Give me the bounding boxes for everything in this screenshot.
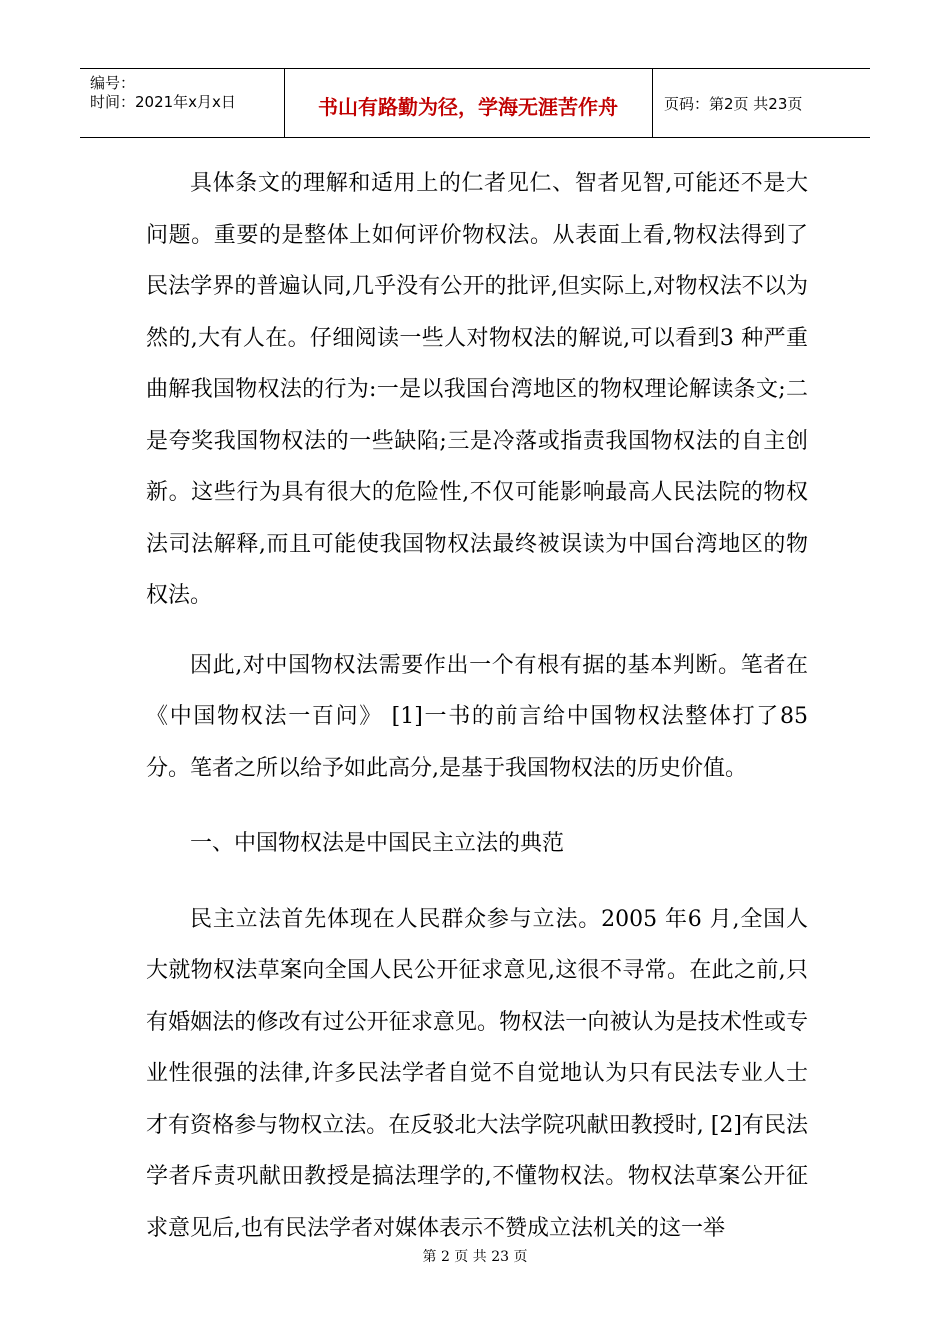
section-heading: 一、中国物权法是中国民主立法的典范 bbox=[190, 831, 565, 856]
date-label: 时间：2021年x月x日 bbox=[90, 93, 236, 111]
document-body bbox=[146, 158, 808, 1254]
serial-number-label: 编号： bbox=[90, 74, 136, 92]
header-page-info: 页码：第2页 共23页 bbox=[664, 95, 803, 113]
motto-text: 书山有路勤为径，学海无涯苦作舟 bbox=[318, 95, 618, 119]
header-meta-cell bbox=[80, 69, 285, 137]
paragraph-3: 民主立法首先体现在人民群众参与立法。2005 年6 月,全国人大就物权法草案向全国人民公开征求意见,这很不寻常。在此之前,只有婚姻法的修改有过公开征求意见。物权法一向被认为是技术性或专业性很强的法律,许多民法学者自觉不自觉地认为只有民法专业人士才有资格参与物权立法。在反驳北大法学院巩献田教授时, [2]有民法学者斥责巩献田教授是搞法理学的,不懂物权法。物权法草案公开征求意见后,也有民法学者对媒体表示不赞成立法机关的这一举 bbox=[146, 906, 808, 1241]
paragraph-1: 具体条文的理解和适用上的仁者见仁、智者见智,可能还不是大问题。重要的是整体上如何评价物权法。从表面上看,物权法得到了民法学界的普遍认同,几乎没有公开的批评,但实际上,对物权法不以为然的,大有人在。仔细阅读一些人对物权法的解说,可以看到3 种严重曲解我国物权法的行为:一是以我国台湾地区的物权理论解读条文;二是夸奖我国物权法的一些缺陷;三是冷落或指责我国物权法的自主创新。这些行为具有很大的危险性,不仅可能影响最高人民法院的物权法司法解释,而且可能使我国物权法最终被误读为中国台湾地区的物权法。 bbox=[146, 171, 808, 608]
header-page-cell bbox=[652, 69, 870, 137]
header-motto-cell bbox=[284, 69, 653, 137]
paragraph-2: 因此,对中国物权法需要作出一个有根有据的基本判断。笔者在《中国物权法一百问》 [1]一书的前言给中国物权法整体打了85 分。笔者之所以给予如此高分,是基于我国物权法的历史价值。 bbox=[146, 652, 808, 781]
document-header bbox=[80, 68, 870, 138]
page-footer: 第 2 页 共 23 页 bbox=[422, 1249, 528, 1265]
